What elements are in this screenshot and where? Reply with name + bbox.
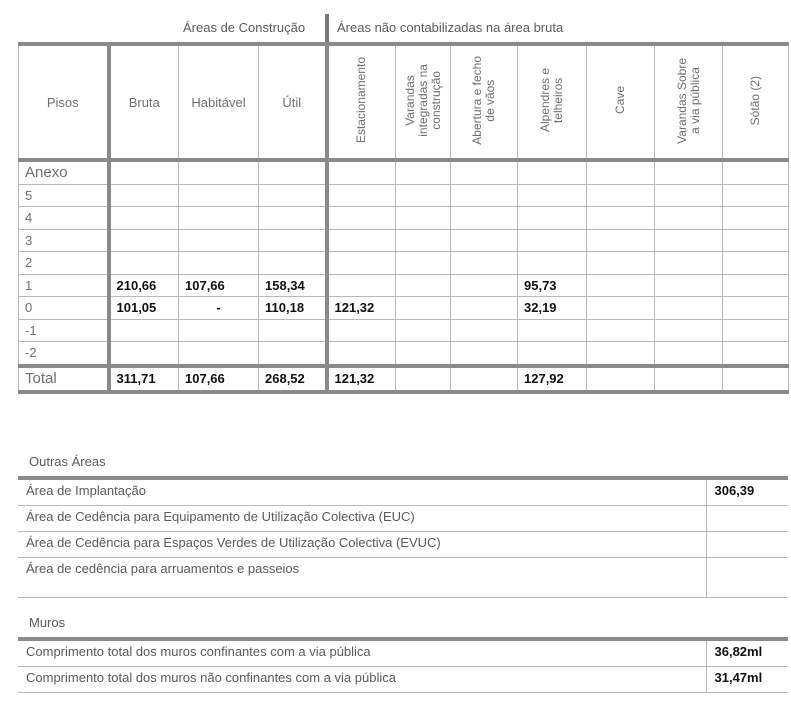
- other-area-row: [18, 478, 788, 506]
- total-integrated-verandas: [396, 366, 451, 392]
- gross-cell: 210,66: [109, 274, 179, 297]
- useful-cell: 110,18: [259, 297, 327, 320]
- parking-cell: [327, 319, 396, 342]
- not-counted-areas-header: Áreas não contabilizadas na área bruta: [337, 20, 564, 35]
- attic-cell: [723, 229, 789, 252]
- useful-cell: [259, 252, 327, 275]
- useful-cell: [259, 342, 327, 366]
- parking-cell: 121,32: [327, 297, 396, 320]
- floor-row: [19, 297, 789, 320]
- floor-label: 1: [19, 274, 109, 297]
- total-basement: [587, 366, 655, 392]
- wall-label: Comprimento total dos muros confinantes com a via pública: [18, 639, 706, 667]
- floor-row: [19, 274, 789, 297]
- wall-value: 36,82ml: [706, 639, 788, 667]
- opening-closing-cell: [451, 319, 518, 342]
- integrated-verandas-cell: [396, 252, 451, 275]
- public-verandas-cell: [655, 274, 723, 297]
- gross-cell: [109, 319, 179, 342]
- col-header-attic: Sótão (2): [723, 44, 789, 160]
- col-header-gross: Bruta: [109, 44, 179, 160]
- other-area-label: Área de Cedência para Equipamento de Utilização Colectiva (EUC): [18, 506, 706, 532]
- parking-cell: [327, 252, 396, 275]
- porches-cell: [518, 342, 587, 366]
- total-opening-closing: [451, 366, 518, 392]
- integrated-verandas-cell: [396, 297, 451, 320]
- basement-cell: [587, 342, 655, 366]
- total-public-verandas: [655, 366, 723, 392]
- useful-cell: [259, 229, 327, 252]
- habitable-cell: [179, 184, 259, 207]
- useful-cell: [259, 319, 327, 342]
- parking-cell: [327, 274, 396, 297]
- opening-closing-cell: [451, 207, 518, 230]
- porches-cell: 95,73: [518, 274, 587, 297]
- habitable-cell: [179, 160, 259, 184]
- porches-cell: [518, 207, 587, 230]
- habitable-cell: [179, 252, 259, 275]
- other-area-label: Área de Cedência para Espaços Verdes de Utilização Colectiva (EVUC): [18, 532, 706, 558]
- total-parking: 121,32: [327, 366, 396, 392]
- wall-row: [18, 667, 788, 693]
- habitable-cell: [179, 229, 259, 252]
- habitable-cell: [179, 342, 259, 366]
- opening-closing-cell: [451, 184, 518, 207]
- porches-cell: [518, 252, 587, 275]
- porches-cell: 32,19: [518, 297, 587, 320]
- useful-cell: 158,34: [259, 274, 327, 297]
- attic-cell: [723, 184, 789, 207]
- opening-closing-cell: [451, 342, 518, 366]
- opening-closing-cell: [451, 274, 518, 297]
- construction-areas-header: Áreas de Construção: [183, 20, 306, 35]
- col-header-opening-closing: Abertura e fecho de vãos: [451, 44, 518, 160]
- gross-cell: [109, 160, 179, 184]
- porches-cell: [518, 319, 587, 342]
- attic-cell: [723, 319, 789, 342]
- wall-value: 31,47ml: [706, 667, 788, 693]
- wall-label: Comprimento total dos muros não confinantes com a via pública: [18, 667, 706, 693]
- other-area-value: [706, 506, 788, 532]
- gross-cell: [109, 184, 179, 207]
- other-area-value: [706, 532, 788, 558]
- porches-cell: [518, 184, 587, 207]
- attic-cell: [723, 252, 789, 275]
- walls-table: [18, 637, 788, 693]
- other-area-value: 306,39: [706, 478, 788, 506]
- floor-row: [19, 319, 789, 342]
- basement-cell: [587, 297, 655, 320]
- opening-closing-cell: [451, 297, 518, 320]
- opening-closing-cell: [451, 229, 518, 252]
- group-divider: [325, 14, 329, 42]
- col-header-porches: Alpendres e telheiros: [518, 44, 587, 160]
- integrated-verandas-cell: [396, 319, 451, 342]
- floor-label: 2: [19, 252, 109, 275]
- habitable-cell: 107,66: [179, 274, 259, 297]
- public-verandas-cell: [655, 160, 723, 184]
- floor-label: 0: [19, 297, 109, 320]
- parking-cell: [327, 160, 396, 184]
- gross-cell: [109, 207, 179, 230]
- integrated-verandas-cell: [396, 229, 451, 252]
- total-row: [19, 366, 789, 392]
- parking-cell: [327, 207, 396, 230]
- other-areas-table: [18, 476, 788, 598]
- floor-row: [19, 160, 789, 184]
- useful-cell: [259, 160, 327, 184]
- floor-label: 3: [19, 229, 109, 252]
- porches-cell: [518, 229, 587, 252]
- wall-row: [18, 639, 788, 667]
- col-header-basement: Cave: [587, 44, 655, 160]
- useful-cell: [259, 184, 327, 207]
- opening-closing-cell: [451, 252, 518, 275]
- floor-row: [19, 342, 789, 366]
- basement-cell: [587, 160, 655, 184]
- integrated-verandas-cell: [396, 184, 451, 207]
- porches-cell: [518, 160, 587, 184]
- total-habitable: 107,66: [179, 366, 259, 392]
- useful-cell: [259, 207, 327, 230]
- habitable-cell: [179, 207, 259, 230]
- floor-label: Anexo: [19, 160, 109, 184]
- floor-label: -1: [19, 319, 109, 342]
- integrated-verandas-cell: [396, 342, 451, 366]
- floor-row: [19, 229, 789, 252]
- other-area-label: Área de Implantação: [18, 478, 706, 506]
- attic-cell: [723, 297, 789, 320]
- col-header-habitable: Habitável: [179, 44, 259, 160]
- public-verandas-cell: [655, 184, 723, 207]
- basement-cell: [587, 207, 655, 230]
- attic-cell: [723, 160, 789, 184]
- other-areas-title: Outras Áreas: [29, 454, 106, 469]
- gross-cell: [109, 229, 179, 252]
- habitable-cell: -: [179, 297, 259, 320]
- floor-row: [19, 252, 789, 275]
- gross-cell: [109, 252, 179, 275]
- gross-cell: [109, 342, 179, 366]
- basement-cell: [587, 319, 655, 342]
- parking-cell: [327, 229, 396, 252]
- attic-cell: [723, 207, 789, 230]
- basement-cell: [587, 252, 655, 275]
- public-verandas-cell: [655, 229, 723, 252]
- other-area-row: [18, 532, 788, 558]
- total-gross: 311,71: [109, 366, 179, 392]
- total-label: Total: [19, 366, 109, 392]
- walls-title: Muros: [29, 615, 66, 630]
- public-verandas-cell: [655, 207, 723, 230]
- parking-cell: [327, 342, 396, 366]
- integrated-verandas-cell: [396, 160, 451, 184]
- gross-cell: 101,05: [109, 297, 179, 320]
- col-header-parking: Estacionamento: [327, 44, 396, 160]
- opening-closing-cell: [451, 160, 518, 184]
- header-row: [19, 44, 789, 160]
- basement-cell: [587, 274, 655, 297]
- other-area-label: Área de cedência para arruamentos e passeios: [18, 558, 706, 598]
- floor-label: -2: [19, 342, 109, 366]
- total-attic: [723, 366, 789, 392]
- other-area-value: [706, 558, 788, 598]
- floor-label: 5: [19, 184, 109, 207]
- integrated-verandas-cell: [396, 274, 451, 297]
- floor-row: [19, 207, 789, 230]
- parking-cell: [327, 184, 396, 207]
- total-useful: 268,52: [259, 366, 327, 392]
- habitable-cell: [179, 319, 259, 342]
- public-verandas-cell: [655, 342, 723, 366]
- integrated-verandas-cell: [396, 207, 451, 230]
- floor-row: [19, 184, 789, 207]
- public-verandas-cell: [655, 252, 723, 275]
- basement-cell: [587, 229, 655, 252]
- basement-cell: [587, 184, 655, 207]
- areas-table: [18, 42, 789, 394]
- other-area-row: [18, 506, 788, 532]
- attic-cell: [723, 342, 789, 366]
- total-porches: 127,92: [518, 366, 587, 392]
- floor-label: 4: [19, 207, 109, 230]
- public-verandas-cell: [655, 297, 723, 320]
- public-verandas-cell: [655, 319, 723, 342]
- other-area-row: [18, 558, 788, 598]
- col-header-floors: Pisos: [19, 44, 109, 160]
- attic-cell: [723, 274, 789, 297]
- col-header-useful: Útil: [259, 44, 327, 160]
- col-header-public-verandas: Varandas Sobre a via pública: [655, 44, 723, 160]
- col-header-integrated-verandas: Varandas integradas na construção: [396, 44, 451, 160]
